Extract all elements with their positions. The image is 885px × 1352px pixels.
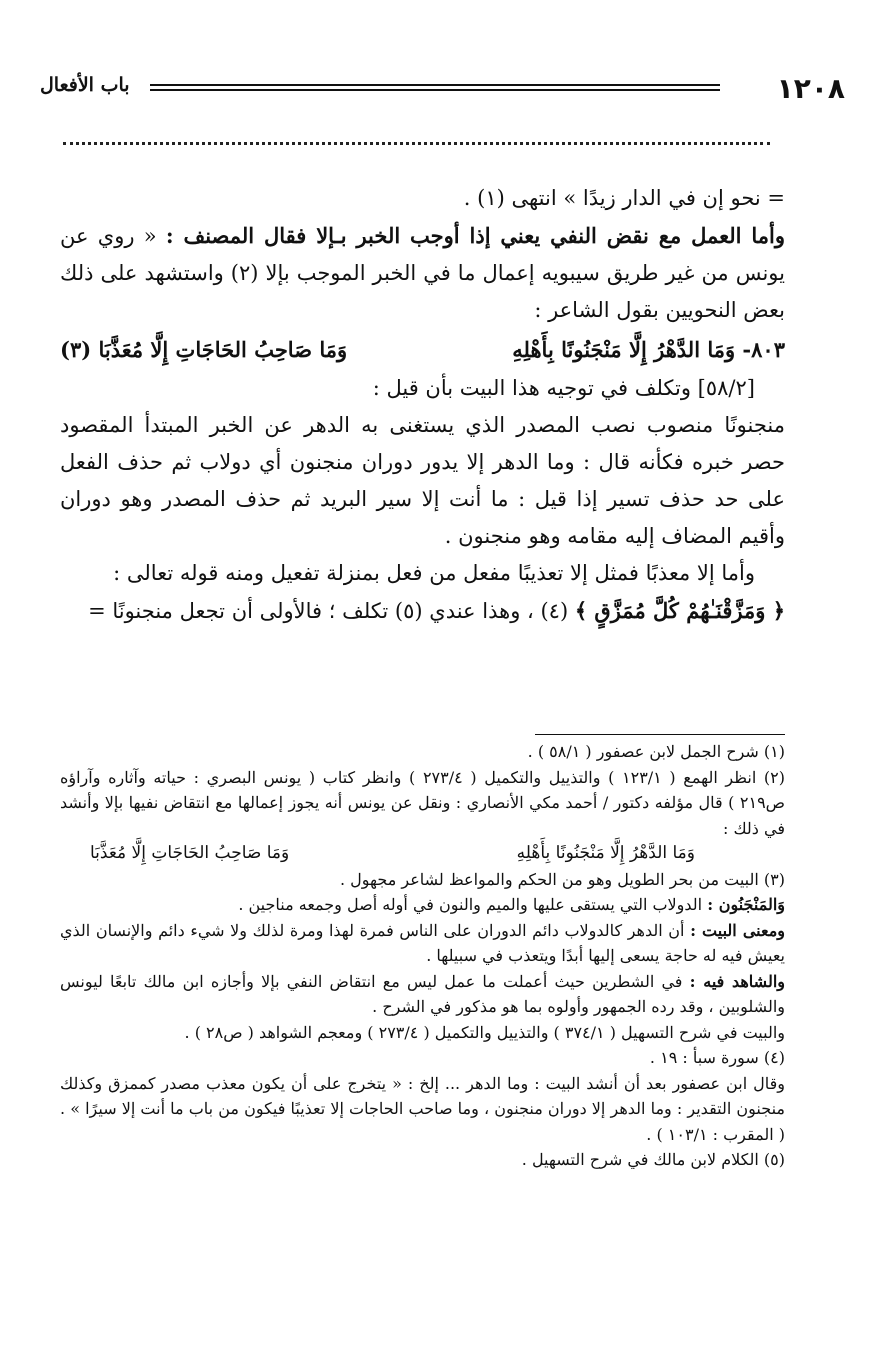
dotted-divider [63, 142, 770, 145]
footnote-verse-first: وَمَا الدَّهْرُ إِلَّا مَنْجَنُونًا بِأَهْلِهِ [516, 843, 695, 863]
header-rule-second [150, 89, 720, 91]
footnote-3-witness [60, 969, 785, 1020]
verse-second-hemistich: وَمَا صَاحِبُ الحَاجَاتِ إِلَّا مُعَذَّبَا (٣) [60, 337, 348, 362]
paragraph-3: وأما إلا معذبًا فمثل إلا تعذيبًا مفعل من فعل بمنزلة تفعيل ومنه قوله تعالى : [113, 561, 755, 585]
paragraph-3-tail: (٤) ، وهذا عندي (٥) تكلف ؛ فالأولى أن تجعل منجنونًا = [88, 599, 575, 623]
paragraph-2: منجنونًا منصوب نصب المصدر الذي يستغنى به الدهر عن الخبر المبتدأ المقصود حصر خبره فكأنه قال : وما الدهر إلا يدور دوران منجنون أي دولاب ثم حذف الفعل على حد حذف تسير إذا قيل : ما أنت إلا سير البريد ثم حذف المصدر وهو دوران وأقيم المضاف إليه مقامه وهو منجنون . [60, 413, 785, 548]
chapter-title: باب الأفعال [40, 74, 130, 96]
term-label: وَالمَنْجَنُون : [707, 895, 785, 914]
footnote-4-more: وقال ابن عصفور بعد أن أنشد البيت : وما الدهر ... إلخ : « يتخرج على أن يكون معذب مصدر كممزق وكذلك منجنون التقدير : وما الدهر إلا دوران منجنون ، وما صاحب الحاجات إلا تعذيبًا فيكون من باب ما أنت إلا سيرًا » . ( المقرب : ١٠٣/١ ) . [60, 1073, 785, 1144]
footnote-3-refs: والبيت في شرح التسهيل ( ٣٧٤/١ ) والتذييل والتكميل ( ٢٧٣/٤ ) ومعجم الشواهد ( ص٢٨ ) . [184, 1022, 785, 1042]
footnote-separator [535, 734, 785, 735]
paragraph-1 [60, 217, 785, 329]
reference-line: [٥٨/٢] وتكلف في توجيه هذا البيت بأن قيل : [372, 376, 755, 400]
term-text: الدولاب التي يستقى عليها والميم والنون في أوله أصل وجمعه مناجين . [238, 895, 708, 914]
witness-text: في الشطرين حيث أعملت ما عمل ليس مع انتقاض النفي بإلا وأجازه ابن مالك تابعًا ليونس والشلوبين ، وقد رده الجمهور وأولوه بما هو مذكور في الشرح . [60, 971, 785, 1016]
footnote-verse-second: وَمَا صَاحِبُ الحَاجَاتِ إِلَّا مُعَذَّبَا [90, 843, 290, 863]
intro-line: = نحو إن في الدار زيدًا » انتهى (١) . [463, 186, 785, 210]
witness-label: والشاهد فيه : [689, 971, 785, 991]
paragraph-1-bold: وأما العمل مع نقض النفي يعني إذا أوجب الخبر بـإلا فقال المصنف : [165, 223, 785, 248]
meaning-text: أن الدهر كالدولاب دائم الدوران على الناس فمرة لهذا ومرة لذلك ولا شيء دائم والإنسان الذي يعيش فيه له حاجة يسعى إليها أبدًا ويتعذب في سبيلها . [60, 920, 785, 965]
footnote-2: (٢) انظر الهمع ( ١٢٣/١ ) والتذييل والتكميل ( ٢٧٣/٤ ) وانظر كتاب ( يونس البصري : حياته وآثاره وآراؤه ص٢١٩ ) قال مؤلفه دكتور / أحمد مكي الأنصاري : ونقل عن يونس أنه يجوز إعمالها مع انتقاض نفيها بإلا وأنشد في ذلك : [60, 767, 786, 838]
main-text [60, 180, 785, 630]
paragraph-1-rest: « روي عن يونس من غير طريق سيبويه إعمال ما في الخبر الموجب بإلا (٢) واستشهد على ذلك بعض النحويين بقول الشاعر : [60, 224, 785, 322]
paragraph-3-end [60, 592, 785, 630]
quran-verse: ﴿ وَمَزَّقْنَـٰهُمْ كُلَّ مُمَزَّقٍ ﴾ [574, 598, 785, 623]
footnote-1: (١) شرح الجمل لابن عصفور ( ٥٨/١ ) . [527, 742, 785, 761]
footnote-3-term [60, 892, 785, 918]
meaning-label: ومعنى البيت : [690, 920, 785, 940]
footnote-3-meaning [60, 918, 785, 969]
verse-first-hemistich: ٨٠٣- وَمَا الدَّهْرُ إِلَّا مَنْجَنُونًا بِأَهْلِهِ [512, 337, 785, 362]
footnotes [60, 739, 785, 1173]
poetry-verse [60, 329, 785, 370]
footnote-3: (٣) البيت من بحر الطويل وهو من الحكم والمواعظ لشاعر مجهول . [339, 869, 785, 889]
footnote-5: (٥) الكلام لابن مالك في شرح التسهيل . [521, 1150, 785, 1169]
footnote-verse [60, 841, 785, 867]
page-number: ١٢٠٨ [776, 72, 845, 105]
page-header [40, 70, 845, 110]
header-rule [150, 84, 720, 86]
footnote-4: (٤) سورة سبأ : ١٩ . [649, 1048, 785, 1067]
